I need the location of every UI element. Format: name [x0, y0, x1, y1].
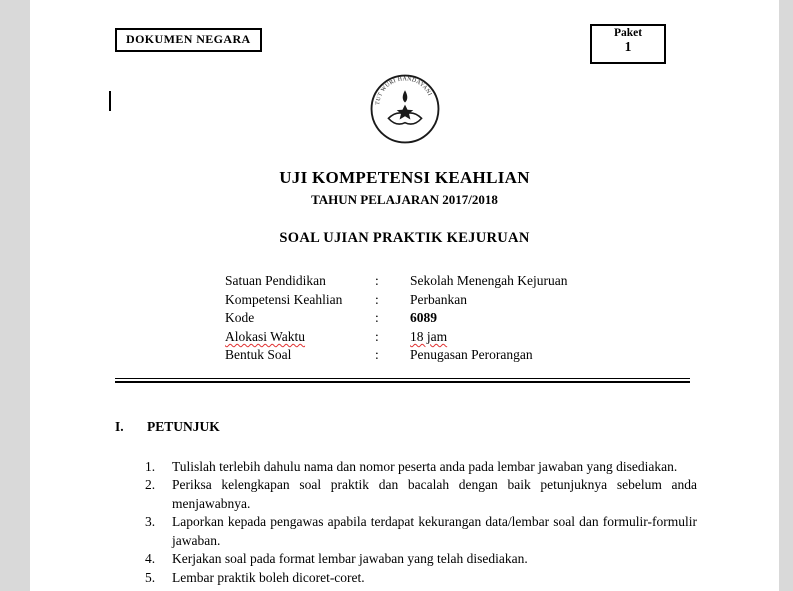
detail-value: [410, 328, 779, 347]
document-subtitle-exam: SOAL UJIAN PRAKTIK KEJURUAN: [279, 230, 530, 246]
list-item-text: Laporkan kepada pengawas apabila terdapat kekurangan data/lembar soal dan formulir-formulir jawaban.: [172, 514, 697, 548]
detail-value: 6089: [410, 310, 437, 326]
detail-colon: :: [375, 273, 379, 288]
detail-label: Satuan Pendidikan: [225, 273, 326, 288]
list-item-number: 1.: [145, 458, 156, 474]
list-item-text: Tulislah terlebih dahulu nama dan nomor peserta anda pada lembar jawaban yang disediakan.: [172, 458, 678, 474]
document-page[interactable]: [30, 0, 779, 591]
list-item-text: Lembar praktik boleh dicoret-coret.: [172, 569, 365, 585]
spellcheck-underlined-text: 18 jam: [410, 328, 448, 344]
detail-row-alokasi-waktu: [225, 328, 779, 347]
detail-row-kode: [225, 309, 779, 328]
detail-row-satuan-pendidikan: [225, 272, 779, 291]
list-item-number: 4.: [145, 551, 156, 567]
document-state-label: DOKUMEN NEGARA: [126, 32, 251, 46]
list-item: [145, 569, 697, 588]
list-item: [145, 458, 697, 477]
list-item-text: Kerjakan soal pada format lembar jawaban yang telah disediakan.: [172, 551, 528, 567]
list-item: [145, 513, 697, 550]
text-cursor: [109, 91, 111, 111]
list-item-number: 3.: [145, 514, 156, 530]
detail-value: Penugasan Perorangan: [410, 347, 533, 363]
list-item-text: Periksa kelengkapan soal praktik dan bacalah dengan baik petunjuknya sebelum anda menjawabnya.: [172, 477, 697, 511]
detail-row-kompetensi-keahlian: [225, 291, 779, 310]
list-item: [145, 550, 697, 569]
document-subtitle-year: TAHUN PELAJARAN 2017/2018: [311, 192, 498, 207]
list-item: [145, 476, 697, 513]
detail-label: [225, 328, 375, 347]
list-item-number: 2.: [145, 477, 156, 493]
detail-label: Bentuk Soal: [225, 347, 292, 363]
detail-colon: :: [375, 328, 379, 344]
detail-colon: :: [375, 347, 379, 363]
detail-value: Sekolah Menengah Kejuruan: [410, 273, 568, 288]
detail-label: Kode: [225, 310, 255, 326]
exam-details-table: [225, 272, 779, 365]
tut-wuri-handayani-logo-icon: [369, 73, 441, 145]
detail-value: Perbankan: [410, 291, 467, 307]
list-item-number: 5.: [145, 569, 156, 585]
detail-colon: :: [375, 291, 379, 307]
document-state-stamp: [115, 28, 262, 52]
instructions-list: [145, 458, 697, 588]
double-rule-divider: [115, 378, 690, 383]
svg-text:TUT WURI HANDAYANI: TUT WURI HANDAYANI: [374, 76, 433, 106]
detail-label: Kompetensi Keahlian: [225, 291, 343, 307]
section-numeral: I.: [115, 418, 124, 434]
paket-label: Paket: [613, 27, 643, 39]
spellcheck-underlined-text: Alokasi Waktu: [225, 328, 306, 344]
detail-colon: :: [375, 310, 379, 326]
paket-number: 1: [624, 39, 632, 54]
section-heading-petunjuk: [115, 417, 779, 436]
paket-box: [590, 24, 666, 64]
detail-row-bentuk-soal: [225, 346, 779, 365]
emblem-svg: [369, 73, 441, 145]
document-title: UJI KOMPETENSI KEAHLIAN: [279, 168, 530, 187]
section-title: PETUNJUK: [147, 418, 220, 434]
